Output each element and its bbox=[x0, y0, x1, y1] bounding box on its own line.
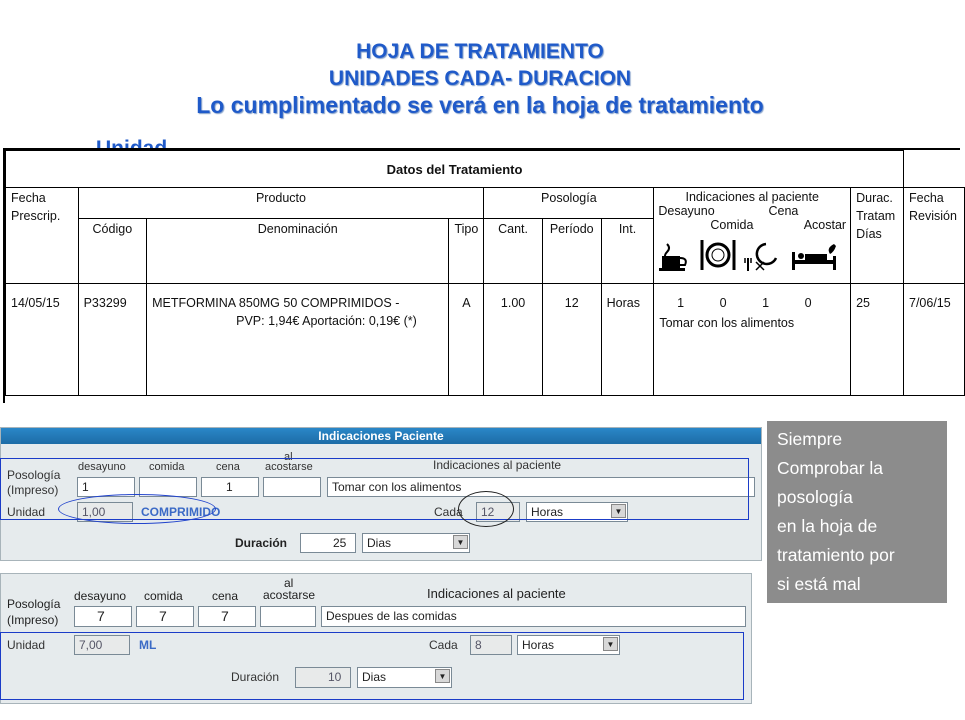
panel-2-col-desayuno: desayuno bbox=[74, 589, 127, 603]
header-durac-line2: Tratam bbox=[856, 209, 896, 223]
row-cant: 1.00 bbox=[484, 284, 542, 396]
panel-1-indicaciones-header: Indicaciones al paciente bbox=[433, 458, 562, 472]
panel-1-duracion-unit-select[interactable] bbox=[362, 533, 470, 553]
panel-2-posologia-label: Posología bbox=[7, 597, 61, 611]
header-cena: Cena bbox=[768, 204, 799, 218]
header-durac-line1: Durac. bbox=[856, 191, 893, 205]
panel-2-desayuno-input[interactable]: 7 bbox=[74, 606, 132, 627]
title-line-3: Lo cumplimentado se verá en la hoja de tratamiento bbox=[196, 92, 764, 118]
panel-1-desayuno-input[interactable]: 1 bbox=[77, 477, 135, 497]
treatment-table-title: Datos del Tratamiento bbox=[6, 151, 904, 188]
treatment-sheet bbox=[3, 148, 960, 403]
note-line-3: posología bbox=[777, 487, 853, 507]
panel-2-comida-input[interactable]: 7 bbox=[136, 606, 194, 627]
header-revision bbox=[904, 188, 965, 284]
title-overflow-text bbox=[96, 138, 167, 148]
row-indicaciones bbox=[654, 284, 851, 396]
header-revision-line2: Revisión bbox=[909, 209, 957, 223]
dose-cena: 1 bbox=[762, 296, 770, 310]
breakfast-cup-icon bbox=[658, 242, 692, 272]
panel-2-duracion-input[interactable]: 10 bbox=[295, 667, 351, 688]
panel-2-impreso-label: (Impreso) bbox=[7, 613, 59, 627]
dropdown-arrow-icon[interactable]: ▼ bbox=[611, 504, 626, 518]
header-desayuno: Desayuno bbox=[658, 204, 715, 218]
table-row bbox=[6, 284, 965, 396]
dropdown-arrow-icon[interactable]: ▼ bbox=[603, 637, 618, 651]
note-line-5: tratamiento por bbox=[777, 545, 895, 565]
panel-2-cada-unit-value: Horas bbox=[522, 638, 555, 652]
row-fecha: 14/05/15 bbox=[6, 284, 79, 396]
header-fecha-line1: Fecha bbox=[11, 191, 46, 205]
panel-2-duracion-unit-value: Dias bbox=[362, 670, 387, 684]
panel-1-cena-input[interactable]: 1 bbox=[201, 477, 259, 497]
note-line-1: Siempre bbox=[777, 429, 843, 449]
row-doses bbox=[659, 296, 829, 310]
header-cant: Cant. bbox=[484, 219, 542, 284]
panel-1-col-acostarse: acostarse bbox=[265, 461, 313, 473]
panel-1-unidad-label: Unidad bbox=[7, 505, 46, 519]
treatment-table bbox=[5, 150, 965, 396]
dinner-plate-icon bbox=[744, 238, 784, 272]
dose-comida: 0 bbox=[719, 296, 727, 310]
note-line-4: en la hoja de bbox=[777, 516, 878, 536]
row-durac: 25 bbox=[851, 284, 904, 396]
panel-1-col-comida: comida bbox=[149, 461, 185, 473]
header-comida: Comida bbox=[710, 218, 754, 232]
panel-1-cada-input[interactable]: 12 bbox=[476, 502, 520, 522]
header-codigo: Código bbox=[78, 219, 147, 284]
header-periodo: Período bbox=[542, 219, 601, 284]
header-fecha-line2: Prescrip. bbox=[11, 209, 61, 223]
row-revision: 7/06/15 bbox=[904, 284, 965, 396]
panel-1-title: Indicaciones Paciente bbox=[1, 428, 761, 444]
panel-1-duracion-input[interactable]: 25 bbox=[300, 533, 356, 553]
panel-2-cena-input[interactable]: 7 bbox=[198, 606, 256, 627]
panel-2-cada-label: Cada bbox=[429, 638, 458, 652]
lunch-plate-icon bbox=[698, 238, 738, 272]
unidad-highlight-oval bbox=[58, 494, 216, 524]
panel-2-indicaciones-header: Indicaciones al paciente bbox=[427, 586, 566, 601]
note-line-2: Comprobar la bbox=[777, 458, 884, 478]
panel-1-col-al: al bbox=[284, 451, 293, 463]
dropdown-arrow-icon[interactable]: ▼ bbox=[435, 669, 450, 683]
header-durac bbox=[851, 188, 904, 284]
panel-2-unidad-label: Unidad bbox=[7, 638, 46, 652]
row-periodo: 12 bbox=[542, 284, 601, 396]
panel-1-unidad-input[interactable]: 1,00 bbox=[77, 502, 133, 522]
slide-title bbox=[0, 38, 960, 119]
header-tipo: Tipo bbox=[449, 219, 484, 284]
panel-2-col-comida: comida bbox=[144, 589, 183, 603]
header-revision-line1: Fecha bbox=[909, 191, 944, 205]
panel-1-duracion-label: Duración bbox=[235, 536, 288, 550]
dropdown-arrow-icon[interactable]: ▼ bbox=[453, 535, 468, 549]
header-posologia: Posología bbox=[484, 188, 654, 219]
cada-highlight-oval bbox=[458, 491, 514, 527]
header-indicaciones-title: Indicaciones al paciente bbox=[685, 190, 819, 204]
row-denominacion bbox=[147, 284, 449, 396]
dose-desayuno: 1 bbox=[677, 296, 685, 310]
panel-2-unidad-type: ML bbox=[139, 638, 157, 652]
dose-acostar: 0 bbox=[804, 296, 812, 310]
panel-1-duracion-unit-value: Dias bbox=[367, 536, 392, 550]
header-int: Int. bbox=[601, 219, 654, 284]
side-note bbox=[767, 421, 947, 603]
row-denominacion-text: METFORMINA 850MG 50 COMPRIMIDOS - bbox=[152, 296, 400, 310]
header-fecha bbox=[6, 188, 79, 284]
panel-1-posologia-label: Posología bbox=[7, 468, 61, 482]
panel-2-indicaciones-input[interactable]: Despues de las comidas bbox=[321, 606, 746, 627]
panel-2-col-al: al bbox=[284, 576, 294, 590]
meal-icons bbox=[658, 238, 846, 272]
bed-icon bbox=[790, 242, 838, 272]
panel-2-cada-input[interactable]: 8 bbox=[470, 635, 512, 655]
panel-1-col-desayuno: desayuno bbox=[78, 461, 126, 473]
panel-2-duracion-label: Duración bbox=[231, 670, 280, 684]
title-line-2: UNIDADES CADA- DURACION bbox=[328, 67, 632, 90]
row-codigo: P33299 bbox=[78, 284, 147, 396]
panel-1-impreso-label: (Impreso) bbox=[7, 483, 59, 497]
panel-1-cada-unit-value: Horas bbox=[531, 505, 564, 519]
panel-1-col-cena: cena bbox=[216, 461, 240, 473]
header-indicaciones bbox=[654, 188, 851, 284]
panel-2-unidad-input[interactable]: 7,00 bbox=[74, 635, 130, 655]
note-line-6: si está mal bbox=[777, 574, 861, 594]
row-int: Horas bbox=[601, 284, 654, 396]
panel-2-highlight-box bbox=[0, 632, 744, 700]
row-tipo: A bbox=[449, 284, 484, 396]
panel-2-col-acostarse: acostarse bbox=[263, 588, 316, 602]
row-indicacion-text: Tomar con los alimentos bbox=[659, 316, 795, 330]
panel-2-col-cena: cena bbox=[212, 589, 239, 603]
header-durac-line3: Días bbox=[856, 227, 882, 241]
panel-1-unidad-type: COMPRIMIDO bbox=[141, 505, 221, 519]
title-line-1: HOJA DE TRATAMIENTO bbox=[356, 40, 604, 63]
panel-2-acostarse-input[interactable] bbox=[260, 606, 316, 627]
panel-1-indicaciones-input[interactable]: Tomar con los alimentos bbox=[327, 477, 755, 497]
row-precio: PVP: 1,94€ Aportación: 0,19€ (*) bbox=[236, 314, 417, 328]
panel-1-cada-label: Cada bbox=[434, 505, 463, 519]
header-denominacion: Denominación bbox=[147, 219, 449, 284]
header-acostar: Acostar bbox=[803, 218, 847, 232]
header-producto: Producto bbox=[78, 188, 484, 219]
